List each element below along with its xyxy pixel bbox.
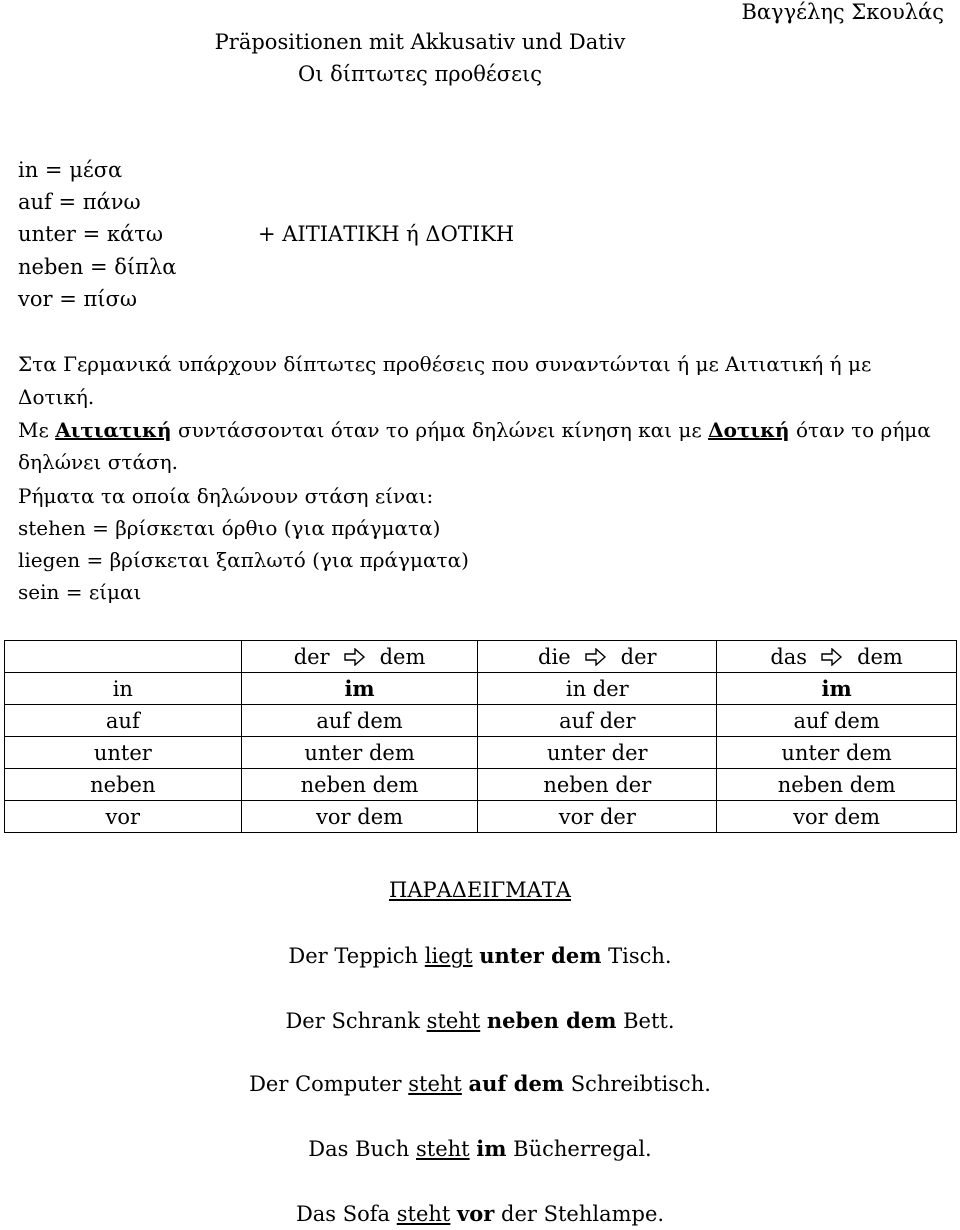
table-cell: auf dem (717, 705, 957, 737)
article-to: dem (857, 644, 903, 669)
example-text: Der Computer (249, 1072, 409, 1096)
dative-term: Δοτική (708, 418, 790, 442)
table-cell: im (241, 673, 478, 705)
example-sentence (0, 1201, 960, 1226)
table-cell: neben (5, 769, 242, 801)
verb-liegen: liegen = βρίσκεται ξαπλωτό (για πράγματα) (18, 548, 469, 572)
author-name: Βαγγέλης Σκουλάς (741, 0, 944, 24)
example-sentence (0, 1071, 960, 1096)
vocab-item-vor: vor = πίσω (18, 287, 137, 311)
vocab-item-neben: neben = δίπλα (18, 255, 177, 279)
arrow-right-icon (821, 648, 843, 666)
table-cell: vor (5, 801, 242, 833)
example-verb: steht (426, 1009, 481, 1033)
example-text: der Stehlampe. (494, 1202, 665, 1226)
table-row (5, 769, 957, 801)
table-row (5, 705, 957, 737)
table-header-row (5, 641, 957, 673)
table-header-cell (717, 641, 957, 673)
example-text: Das Sofa (295, 1202, 397, 1226)
verb-sein: sein = είμαι (18, 580, 142, 604)
table-corner-cell (5, 641, 242, 673)
article-to: dem (379, 644, 426, 669)
table-cell: auf der (478, 705, 717, 737)
example-verb: steht (416, 1137, 470, 1161)
article-from: der (293, 644, 330, 669)
case-note: + ΑΙΤΙΑΤΙΚΗ ή ΔΟΤΙΚΗ (258, 222, 515, 246)
page-title-greek: Οι δίπτωτες προθέσεις (297, 62, 542, 86)
table-row (5, 673, 957, 705)
vocab-item-unter: unter = κάτω (18, 222, 163, 246)
article-to: der (620, 644, 657, 669)
example-text (480, 1009, 487, 1033)
explanation-text: όταν το ρήμα (789, 418, 931, 442)
table-header-cell (241, 641, 478, 673)
arrow-right-icon (344, 648, 366, 666)
example-preposition: auf dem (468, 1071, 565, 1096)
example-text (462, 1072, 469, 1096)
examples-heading: ΠΑΡΑΔΕΙΓΜΑΤΑ (389, 878, 571, 902)
example-preposition: vor (457, 1201, 495, 1226)
table-cell: neben dem (717, 769, 957, 801)
table-cell: unter der (478, 737, 717, 769)
example-verb: steht (408, 1072, 462, 1096)
article-from: die (538, 644, 571, 669)
example-sentence (0, 1008, 960, 1033)
example-text: Der Teppich (288, 944, 425, 968)
table-cell: unter (5, 737, 242, 769)
explanation-line (18, 418, 931, 442)
explanation-text: Με (18, 418, 56, 442)
example-sentence (0, 943, 960, 968)
arrow-right-icon (585, 648, 607, 666)
page-title-german: Präpositionen mit Akkusativ und Dativ (214, 30, 626, 54)
table-cell: auf (5, 705, 242, 737)
example-verb: liegt (424, 944, 473, 968)
explanation-line: Ρήματα τα οποία δηλώνουν στάση είναι: (18, 484, 434, 508)
verb-stehen: stehen = βρίσκεται όρθιο (για πράγματα) (18, 516, 441, 540)
example-text: Bett. (616, 1009, 675, 1033)
table-cell: neben dem (241, 769, 478, 801)
table-cell: neben der (478, 769, 717, 801)
table-cell: unter dem (241, 737, 478, 769)
explanation-line: Στα Γερμανικά υπάρχουν δίπτωτες προθέσεις που συναντώνται ή με Αιτιατική ή με (18, 352, 872, 376)
example-text: Das Buch (308, 1137, 416, 1161)
example-sentence (0, 1136, 960, 1161)
example-text: Tisch. (601, 944, 672, 968)
table-row (5, 737, 957, 769)
explanation-line: Δοτική. (18, 385, 95, 409)
table-cell: vor dem (717, 801, 957, 833)
table-cell: im (717, 673, 957, 705)
table-header-cell (478, 641, 717, 673)
accusative-term: Αιτιατική (55, 418, 172, 442)
explanation-line: δηλώνει στάση. (18, 450, 178, 474)
example-text: Schreibtisch. (564, 1072, 711, 1096)
table-cell: auf dem (241, 705, 478, 737)
vocab-item-in: in = μέσα (18, 158, 123, 182)
table-row (5, 801, 957, 833)
example-preposition: im (476, 1136, 507, 1161)
table-cell: in (5, 673, 242, 705)
example-text: Bücherregal. (506, 1137, 652, 1161)
vocab-item-auf: auf = πάνω (18, 190, 141, 214)
example-preposition: neben dem (486, 1008, 617, 1033)
explanation-text: συντάσσονται όταν το ρήμα δηλώνει κίνηση και με (171, 418, 709, 442)
example-text: Der Schrank (285, 1009, 427, 1033)
table-cell: unter dem (717, 737, 957, 769)
article-from: das (770, 644, 808, 669)
example-preposition: unter dem (479, 943, 602, 968)
table-cell: vor dem (241, 801, 478, 833)
preposition-table (4, 640, 957, 833)
table-cell: vor der (478, 801, 717, 833)
table-cell: in der (478, 673, 717, 705)
example-verb: steht (396, 1202, 451, 1226)
